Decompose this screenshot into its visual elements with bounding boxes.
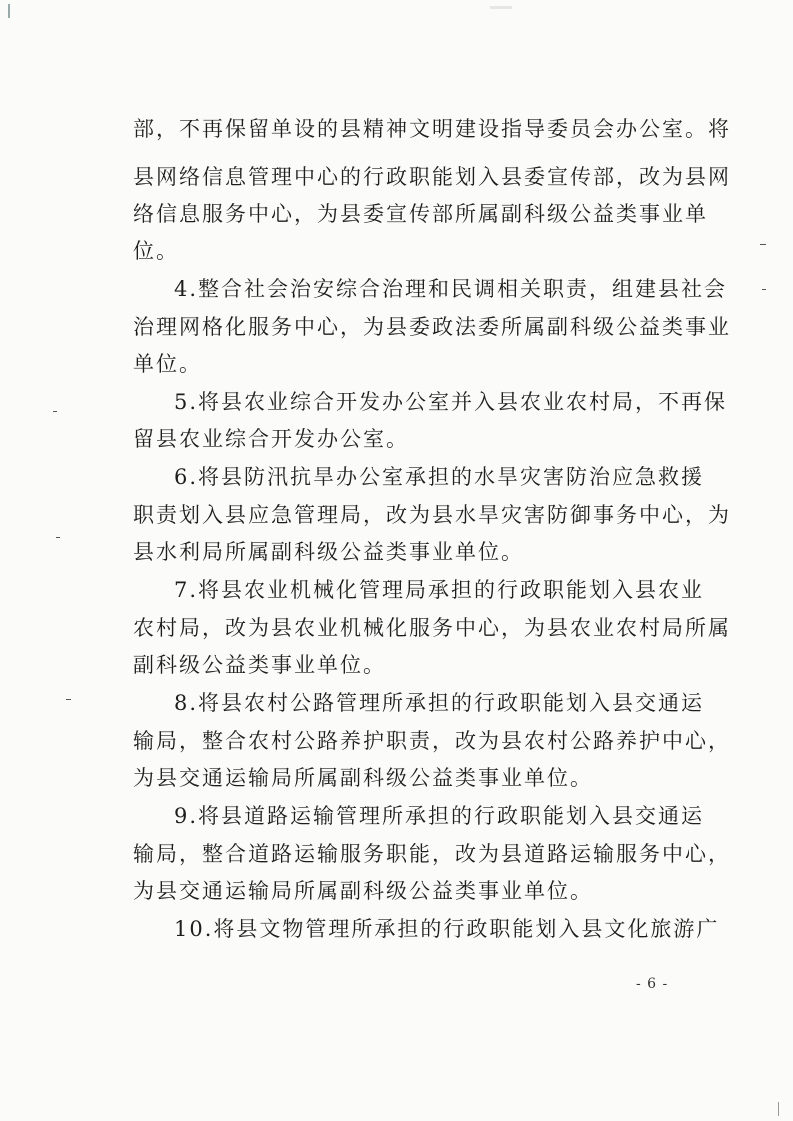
text-line: 留县农业综合开发办公室。 xyxy=(133,427,409,451)
text-line: 治理网格化服务中心，为县委政法委所属副科级公益类事业 xyxy=(133,315,731,339)
text-line: 部，不再保留单设的县精神文明建设指导委员会办公室。将 xyxy=(133,117,731,141)
text-line: 副科级公益类事业单位。 xyxy=(133,653,386,677)
scan-mark xyxy=(66,699,71,700)
text-line: 10.将县文物管理所承担的行政职能划入县文化旅游广 xyxy=(174,917,720,941)
text-line: 5.将县农业综合开发办公室并入县农业农村局，不再保 xyxy=(174,390,728,414)
scan-mark xyxy=(762,289,766,290)
text-line: 县网络信息管理中心的行政职能划入县委宣传部，改为县网 xyxy=(133,165,731,189)
text-line: 输局，整合道路运输服务职能，改为县道路运输服务中心， xyxy=(133,842,731,866)
text-line: 6.将县防汛抗旱办公室承担的水旱灾害防治应急救援 xyxy=(174,465,705,489)
text-line: 为县交通运输局所属副科级公益类事业单位。 xyxy=(133,879,593,903)
text-line: 县水利局所属副科级公益类事业单位。 xyxy=(133,540,524,564)
scan-mark xyxy=(56,537,60,538)
text-line: 单位。 xyxy=(133,352,202,376)
scan-mark xyxy=(8,4,10,18)
page-number: - 6 - xyxy=(636,976,669,992)
scan-mark xyxy=(490,6,512,9)
text-line: 7.将县农业机械化管理局承担的行政职能划入县农业 xyxy=(174,578,705,602)
scan-mark xyxy=(778,1102,779,1116)
text-line: 输局，整合农村公路养护职责，改为县农村公路养护中心， xyxy=(133,729,731,753)
scan-mark xyxy=(760,244,766,245)
text-line: 位。 xyxy=(133,239,179,263)
scan-mark xyxy=(53,411,57,412)
text-line: 络信息服务中心，为县委宣传部所属副科级公益类事业单 xyxy=(133,202,708,226)
text-line: 8.将县农村公路管理所承担的行政职能划入县交通运 xyxy=(174,691,705,715)
text-line: 为县交通运输局所属副科级公益类事业单位。 xyxy=(133,766,593,790)
text-line: 农村局，改为县农业机械化服务中心，为县农业农村局所属 xyxy=(133,616,731,640)
text-line: 职责划入县应急管理局，改为县水旱灾害防御事务中心，为 xyxy=(133,503,731,527)
text-line: 9.将县道路运输管理所承担的行政职能划入县交通运 xyxy=(174,804,705,828)
text-line: 4.整合社会治安综合治理和民调相关职责，组建县社会 xyxy=(174,277,728,301)
